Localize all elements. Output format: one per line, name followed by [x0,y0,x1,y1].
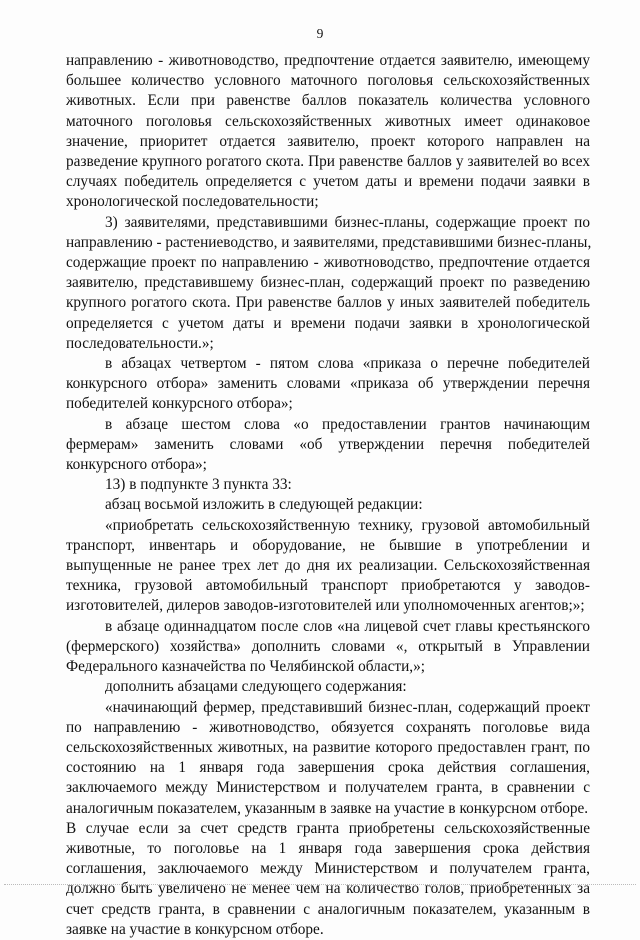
document-body [66,51,590,940]
text-line: В случае если за счет средств гранта приобретены сельскохозяйственные [66,819,590,837]
text-line: состоянию на 1 января года завершения срока действия соглашения, [66,759,590,777]
text-line: случаях победитель определяется с учетом даты и времени подачи заявки в [66,173,590,191]
text-line: определяется с учетом даты и времени подачи заявки в хронологической [66,314,590,332]
text-line: победителей конкурсного отбора»; [66,395,293,413]
text-line: хронологической последовательности; [66,193,319,211]
text-line: «приобретать сельскохозяйственную технику, грузовой автомобильный [105,516,590,534]
text-line: содержащие проект по направлению - животноводство, предпочтение отдается [66,254,590,272]
text-line: (фермерского) хозяйства» дополнить словами «, открытый в Управлении [66,637,590,655]
text-line: последовательности.»; [66,334,214,352]
text-line: 13) в подпункте 3 пункта 33: [105,476,292,494]
text-line: соглашения, заключаемого между Министерством и получателем гранта, [66,860,590,878]
scan-edge-rule [4,884,636,885]
text-line: счет средств гранта, в сравнении с аналогичным показателем, указанным в [66,900,590,918]
text-line: заключаемого между Министерством и получателем гранта, в сравнении с [66,779,590,797]
text-line: 3) заявителями, представившими бизнес-планы, содержащие проект по [105,213,590,231]
text-line: изготовителей, дилеров заводов-изготовителей или уполномоченных агентов;»; [66,597,585,615]
text-line: в абзацах четвертом - пятом слова «приказа о перечне победителей [105,355,590,373]
text-line: выпущенные не ранее трех лет до дня их реализации. Сельскохозяйственная [66,557,590,575]
text-line: заявке на участие в конкурсном отборе. [66,920,324,938]
text-line: разведение крупного рогатого скота. При равенстве баллов у заявителей во всех [66,153,590,171]
text-line: направлению - растениеводство, и заявителями, представившими бизнес-планы, [66,233,592,251]
text-line: Федерального казначейства по Челябинской области,»; [66,658,425,676]
text-line: сельскохозяйственных животных, на развитие которого предоставлен грант, по [66,738,590,756]
text-line: значение, приоритет отдается заявителю, проект которого направлен на [66,132,590,150]
text-line: по направлению - животноводство, обязуется сохранять поголовье вида [66,718,590,736]
text-line: большее количество условного маточного поголовья сельскохозяйственных [66,72,590,90]
text-line: абзац восьмой изложить в следующей редакции: [105,496,423,514]
text-line: конкурсного отбора» заменить словами «приказа об утверждении перечня [66,375,590,393]
text-line: в абзаце одиннадцатом после слов «на лицевой счет главы крестьянского [105,617,590,635]
text-line: аналогичным показателем, указанным в заявке на участие в конкурсном отборе. [66,799,589,817]
text-line: транспорт, инвентарь и оборудование, не бывшие в употреблении и [66,536,590,554]
text-line: заявителю, представившему бизнес-план, содержащий проект по разведению [66,274,590,292]
text-line: направлению - животноводство, предпочтение отдается заявителю, имеющему [66,52,590,69]
text-line: маточного поголовья сельскохозяйственных животных имеет одинаковое [66,112,590,130]
text-line: должно быть увеличено не менее чем на количество голов, приобретенных за [66,880,590,898]
text-line: дополнить абзацами следующего содержания: [105,678,407,696]
text-line: «начинающий фермер, представивший бизнес-план, содержащий проект [105,698,590,716]
text-line: в абзаце шестом слова «о предоставлении грантов начинающим [105,415,590,433]
text-line: крупного рогатого скота. При равенстве баллов у иных заявителей победитель [66,294,590,312]
text-line: конкурсного отбора»; [66,456,207,474]
page-number: 9 [316,26,324,41]
text-line: фермерам» заменить словами «об утверждении перечня победителей [66,435,590,453]
text-line: животные, то поголовье на 1 января года завершения срока действия [66,839,590,857]
text-line: животных. Если при равенстве баллов показатель количества условного [66,92,590,110]
text-line: техника, грузовой автомобильный транспорт приобретаются у заводов- [66,577,590,595]
